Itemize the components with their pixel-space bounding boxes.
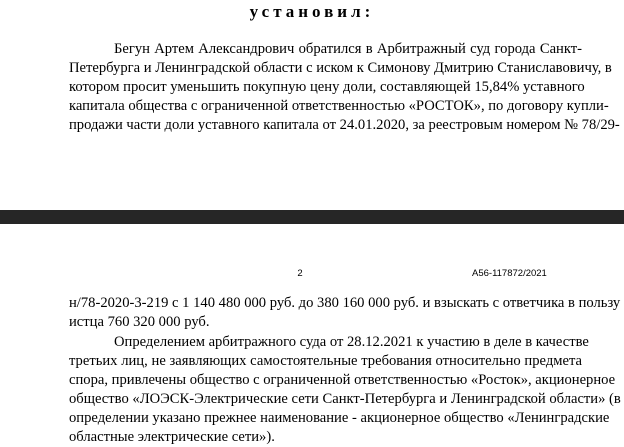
paragraph-claim-continuation <box>69 294 621 332</box>
text-line: Определением арбитражного суда от 28.12.2021 к участию в деле в качестве <box>114 334 589 350</box>
text-line: определении указано прежнее наименование - акционерное общество «Ленинградские <box>69 410 610 426</box>
text-line: Петербурга и Ленинградской области с иском к Симонову Дмитрию Станиславовичу, в <box>69 60 612 76</box>
text-line: н/78-2020-3-219 с 1 140 480 000 руб. до 380 160 000 руб. и взыскать с ответчика в пользу <box>69 295 621 311</box>
page-number: 2 <box>297 268 303 279</box>
text-line: продажи части доли уставного капитала от 24.01.2020, за реестровым номером № 78/29- <box>69 117 620 133</box>
text-line: третьих лиц, не заявляющих самостоятельные требования относительно предмета <box>69 353 582 369</box>
page-break-divider <box>0 210 624 224</box>
text-line: спора, привлечены общество с ограниченной ответственностью «Росток», акционерное <box>69 372 616 388</box>
text-line: истца 760 320 000 руб. <box>69 314 210 330</box>
text-line: Бегун Артем Александрович обратился в Арбитражный суд города Санкт- <box>114 41 582 57</box>
text-line: капитала общества с ограниченной ответственностью «РОСТОК», по договору купли- <box>69 98 609 114</box>
section-heading: установил: <box>249 2 375 21</box>
case-number: А56-117872/2021 <box>472 268 547 279</box>
paragraph-third-parties <box>69 333 621 447</box>
text-line: областные электрические сети»). <box>69 429 275 445</box>
text-line: общество «ЛОЭСК-Электрические сети Санкт-Петербурга и Ленинградской области» (в <box>69 391 621 407</box>
paragraph-claim <box>69 40 620 135</box>
text-line: котором просит уменьшить покупную цену доли, составляющей 15,84% уставного <box>69 79 585 95</box>
